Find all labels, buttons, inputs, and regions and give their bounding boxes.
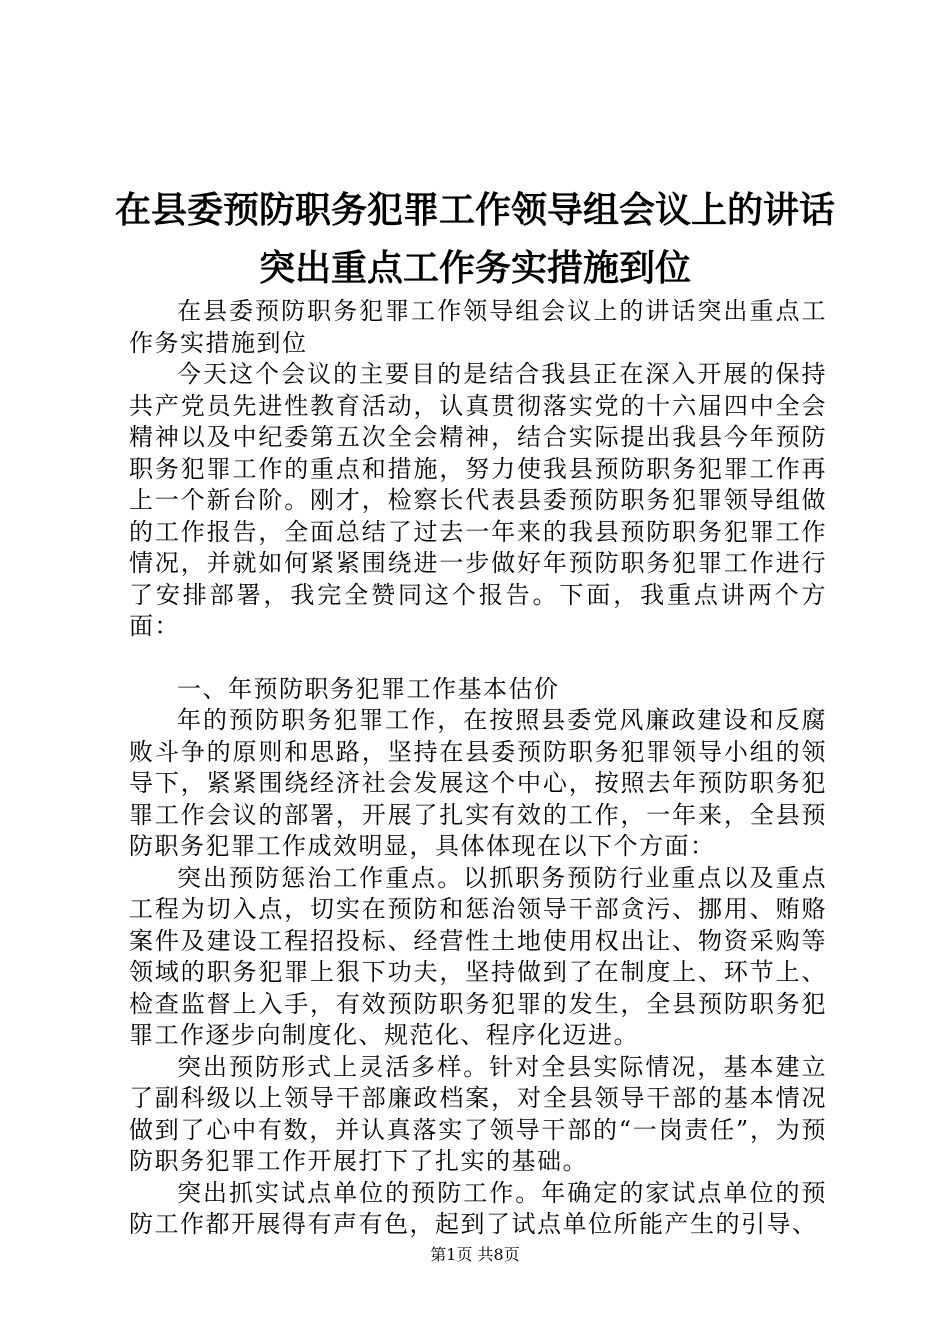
paragraph-key-prevention-focus: 突出预防惩治工作重点。以抓职务预防行业重点以及重点工程为切入点，切实在预防和惩治领导干部贪污、挪用、贿赂案件及建设工程招投标、经营性土地使用权出让、物资采购等领域的职务犯罪上狠下功夫，坚持做到了在制度上、环节上、检查监督上入手，有效预防职务犯罪的发生，全县预防职务犯罪工作逐步向制度化、规范化、程序化迈进。 bbox=[129, 863, 827, 1049]
document-body bbox=[129, 296, 827, 1241]
paragraph-pilot-units: 突出抓实试点单位的预防工作。年确定的家试点单位的预防工作都开展得有声有色，起到了试点单位所能产生的引导、 bbox=[129, 1178, 827, 1238]
document-title: 在县委预防职务犯罪工作领导组会议上的讲话 bbox=[114, 189, 835, 231]
paragraph-meeting-purpose: 今天这个会议的主要目的是结合我县正在深入开展的保持共产党员先进性教育活动，认真贯彻落实党的十六届四中全会精神以及中纪委第五次全会精神，结合实际提出我县今年预防职务犯罪工作的重点和措施，努力使我县预防职务犯罪工作再上一个新台阶。刚才，检察长代表县委预防职务犯罪领导组做的工作报告，全面总结了过去一年来的我县预防职务犯罪工作情况，并就如何紧紧围绕进一步做好年预防职务犯罪工作进行了安排部署，我完全赞同这个报告。下面，我重点讲两个方面： bbox=[129, 360, 827, 640]
paragraph-annual-work-summary: 年的预防职务犯罪工作，在按照县委党风廉政建设和反腐败斗争的原则和思路，坚持在县委预防职务犯罪领导小组的领导下，紧紧围绕经济社会发展这个中心，按照去年预防职务犯罪工作会议的部署，开展了扎实有效的工作，一年来，全县预防职务犯罪工作成效明显，具体体现在以下个方面： bbox=[129, 706, 827, 860]
paragraph-intro-title-repeat: 在县委预防职务犯罪工作领导组会议上的讲话突出重点工作务实措施到位 bbox=[129, 297, 827, 357]
page-number-footer: 第1页 共8页 bbox=[430, 1245, 520, 1264]
section-heading-basic-assessment: 一、年预防职务犯罪工作基本估价 bbox=[177, 674, 560, 703]
paragraph-flexible-prevention-forms: 突出预防形式上灵活多样。针对全县实际情况，基本建立了副科级以上领导干部廉政档案，对全县领导干部的基本情况做到了心中有数，并认真落实了领导干部的“一岗责任”，为预防职务犯罪工作开展打下了扎实的基础。 bbox=[129, 1052, 827, 1175]
document-subtitle: 突出重点工作务实措施到位 bbox=[258, 247, 691, 289]
